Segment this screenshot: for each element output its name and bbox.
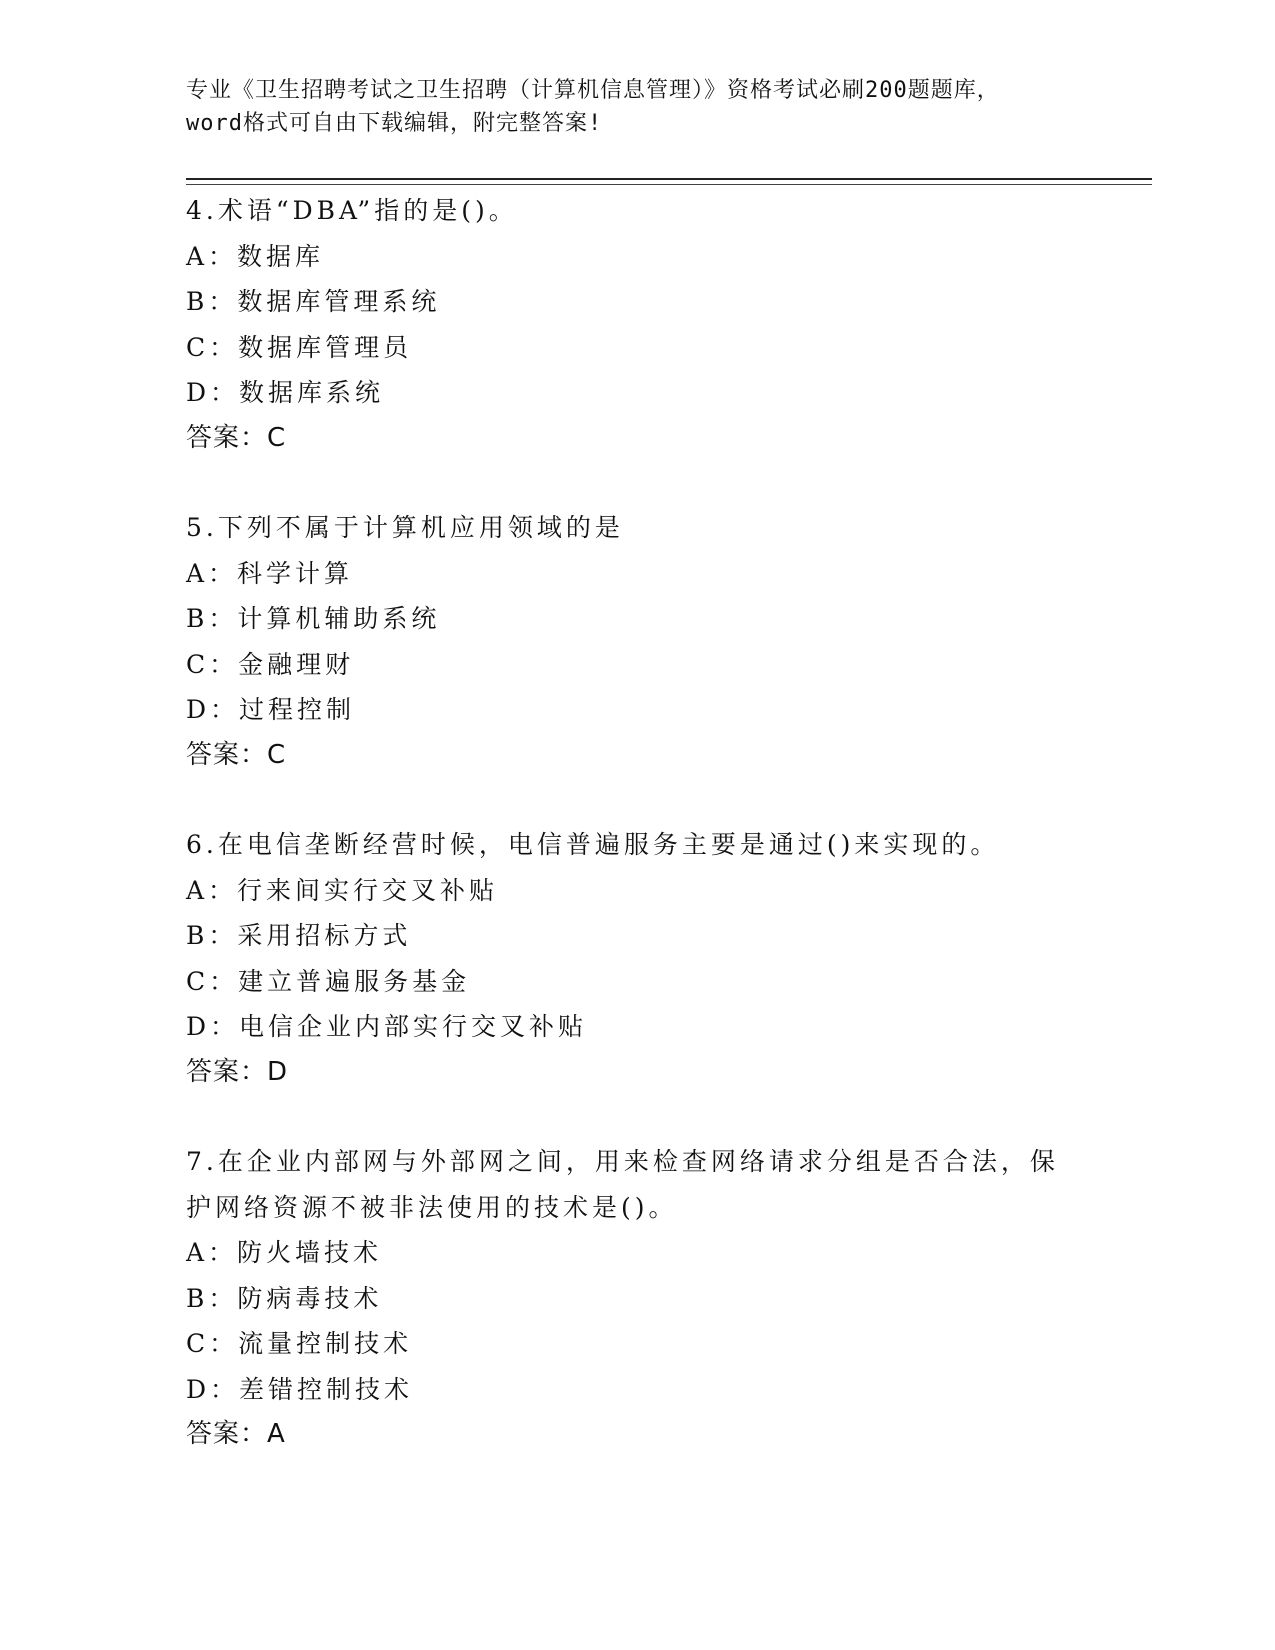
option-c: C：金融理财 — [186, 649, 355, 679]
option-a: A：数据库 — [186, 241, 325, 271]
question-text: 6.在电信垄断经营时候，电信普遍服务主要是通过()来实现的。 — [186, 830, 1000, 859]
answer-line: 答案：D — [186, 1056, 289, 1087]
option-b: B：防病毒技术 — [186, 1283, 383, 1313]
document-header — [186, 74, 1086, 140]
question-text: 5.下列不属于计算机应用领域的是 — [186, 513, 624, 542]
option-a: A：科学计算 — [186, 558, 354, 588]
option-b: B：采用招标方式 — [186, 921, 412, 950]
question-block — [186, 1139, 1152, 1458]
answer-line: 答案：C — [186, 739, 287, 770]
option-d: D：差错控制技术 — [186, 1374, 414, 1404]
answer-line: 答案：A — [186, 1419, 286, 1449]
question-text-line-2: 护网络资源不被非法使用的技术是()。 — [186, 1192, 678, 1222]
option-c: C：建立普遍服务基金 — [186, 966, 471, 996]
option-c: C：数据库管理员 — [186, 332, 413, 362]
option-b: B：数据库管理系统 — [186, 287, 441, 316]
question-text: 4.术语“DBA”指的是()。 — [186, 196, 518, 225]
header-divider-thin — [186, 184, 1152, 185]
question-list — [186, 188, 1152, 1502]
answer-line: 答案：C — [186, 422, 287, 453]
header-line-1: 专业《卫生招聘考试之卫生招聘（计算机信息管理）》资格考试必刷200题题库， — [186, 78, 1000, 103]
option-d: D：过程控制 — [186, 695, 356, 724]
header-divider-thick — [186, 178, 1152, 180]
question-block — [186, 188, 1152, 461]
option-b: B：计算机辅助系统 — [186, 604, 441, 633]
option-a: A：防火墙技术 — [186, 1238, 383, 1267]
option-a: A：行来间实行交叉补贴 — [186, 875, 499, 905]
question-block — [186, 822, 1152, 1095]
option-d: D：数据库系统 — [186, 378, 385, 407]
option-d: D：电信企业内部实行交叉补贴 — [186, 1012, 588, 1041]
question-block — [186, 505, 1152, 778]
header-line-2: word格式可自由下载编辑，附完整答案! — [186, 111, 603, 136]
question-text-line-1: 7.在企业内部网与外部网之间，用来检查网络请求分组是否合法，保 — [186, 1147, 1059, 1176]
option-c: C：流量控制技术 — [186, 1329, 413, 1358]
